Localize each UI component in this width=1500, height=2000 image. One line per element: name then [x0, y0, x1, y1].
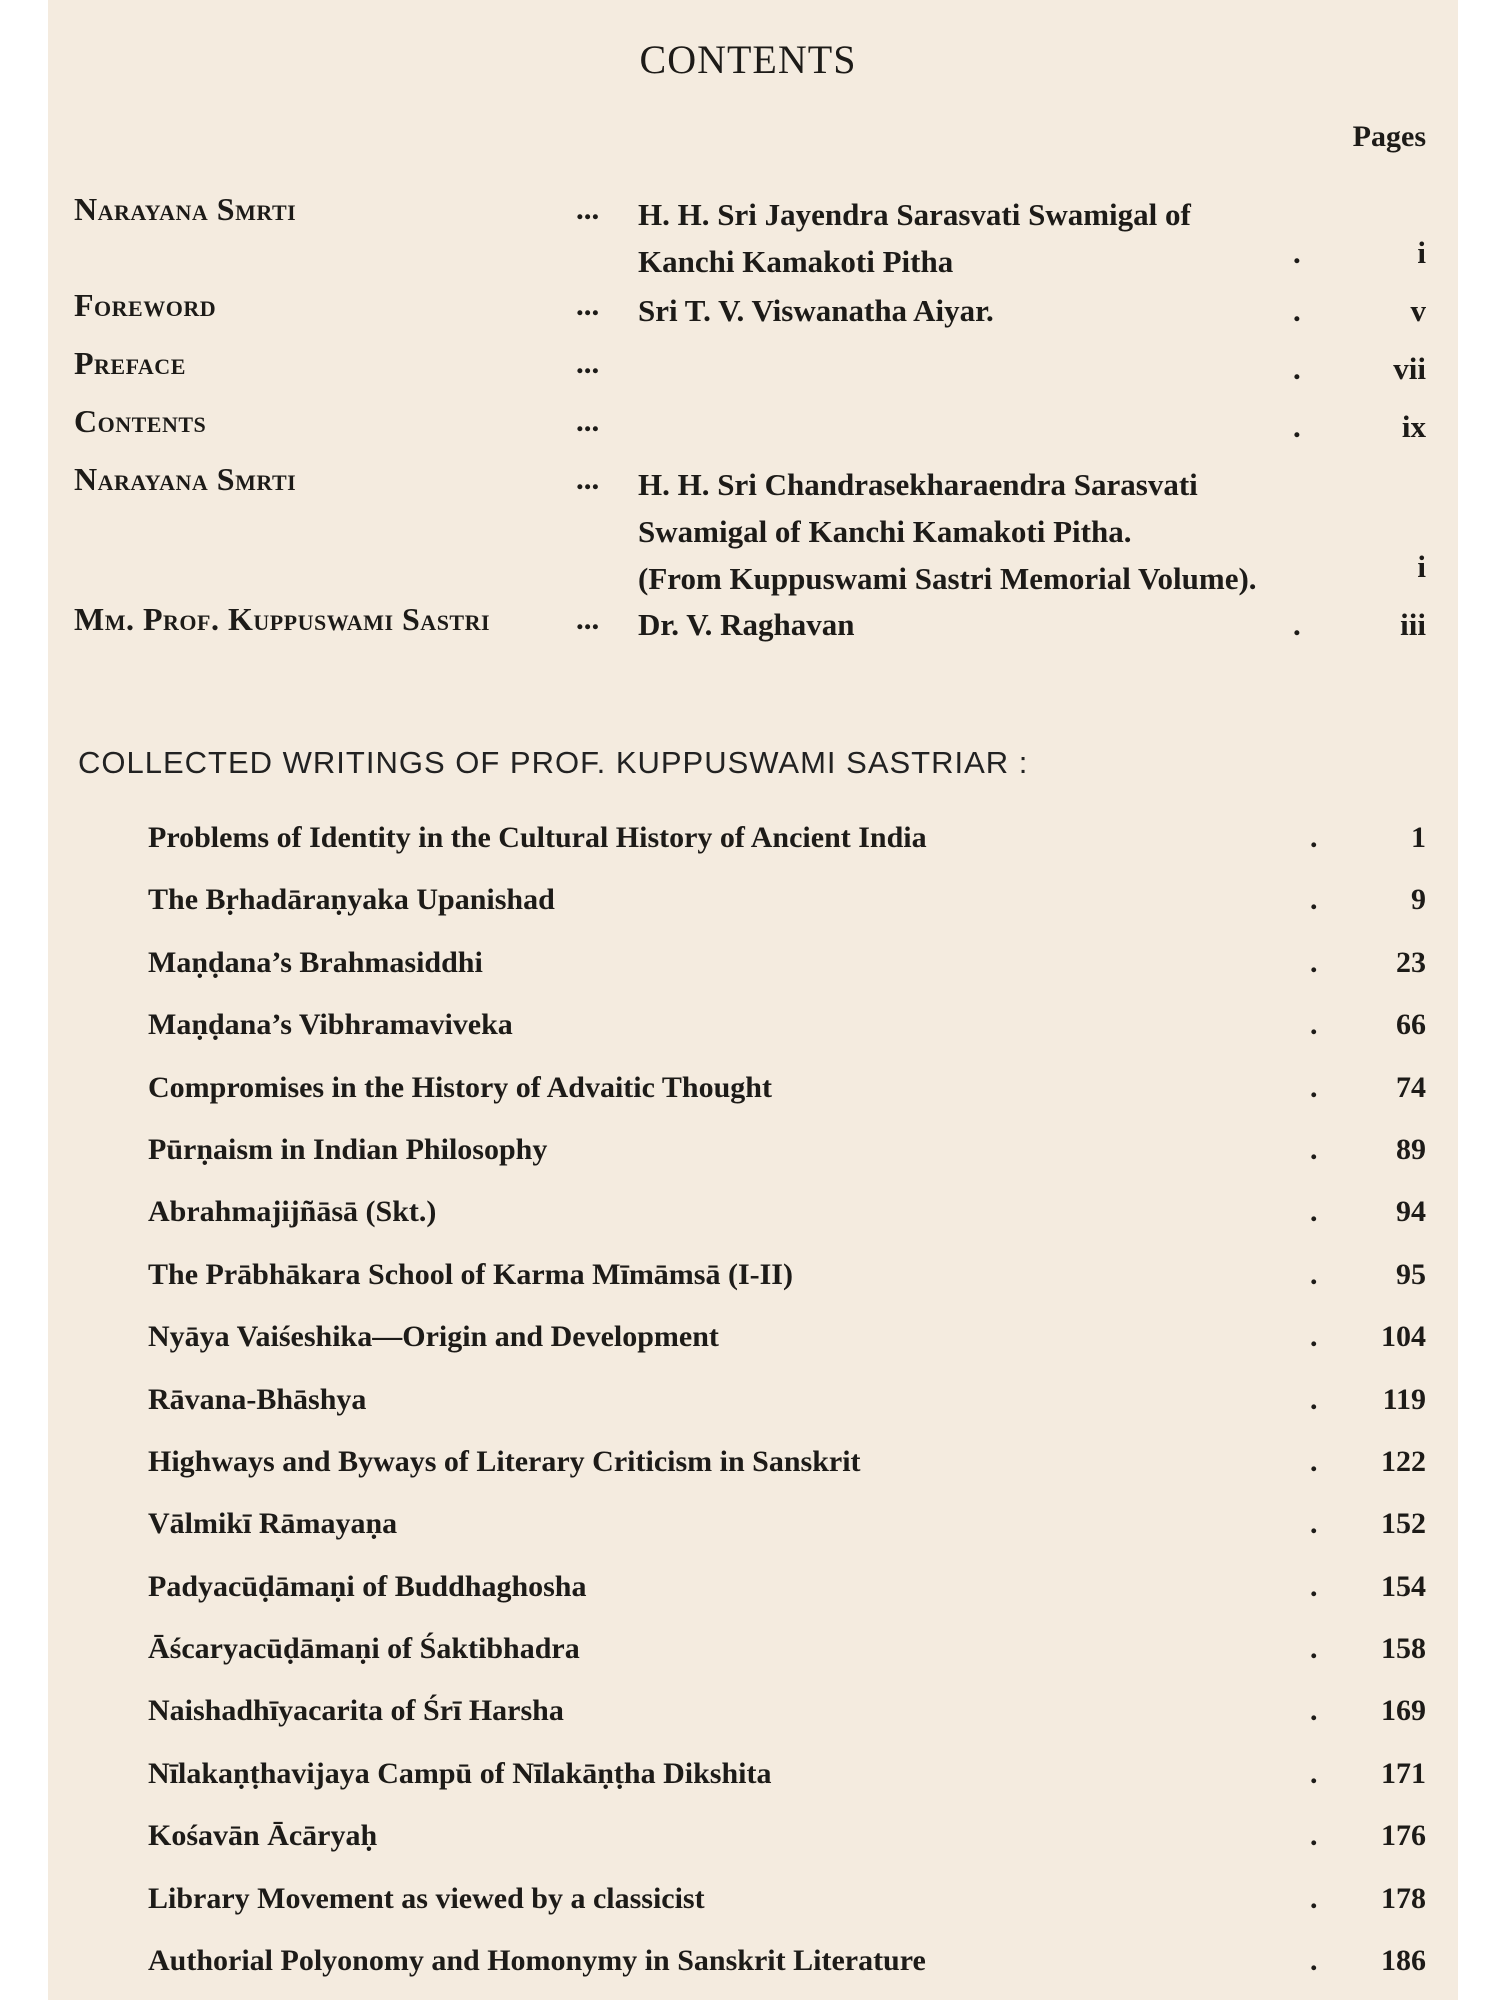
entry-page: 74	[1396, 1070, 1426, 1104]
entry-title: Abrahmajijñāsā (Skt.)	[148, 1195, 437, 1229]
page-number: ix	[1401, 409, 1426, 444]
leader-dot: .	[1310, 945, 1318, 979]
leader-dots: ...	[576, 461, 600, 496]
front-matter-row	[48, 185, 1458, 281]
contents-entry	[48, 1002, 1458, 1064]
front-matter-row	[48, 455, 1458, 595]
contents-entry	[48, 1189, 1458, 1251]
leader-dot: .	[1293, 409, 1301, 444]
entry-title: The Prābhākara School of Karma Mīmāmsā (I-II)	[148, 1257, 793, 1291]
contents-entry	[48, 1876, 1458, 1938]
contents-entry	[48, 815, 1458, 877]
entry-title: Highways and Byways of Literary Criticism in Sanskrit	[148, 1444, 861, 1478]
entry-title: The Bṛhadāraṇyaka Upanishad	[148, 883, 555, 917]
front-matter-name: Narayana Smrti	[74, 461, 297, 497]
leader-dot: .	[1310, 1944, 1318, 1978]
front-matter-row	[48, 595, 1458, 653]
entry-page: 9	[1411, 883, 1426, 917]
leader-dot: .	[1293, 351, 1301, 386]
contents-entry	[48, 1688, 1458, 1750]
front-matter-author: H. H. Sri Chandrasekharaendra Sarasvati Swamigal of Kanchi Kamakoti Pitha. (From Kuppuswami Sastri Memorial Volume).	[638, 467, 1257, 596]
contents-entry	[48, 1439, 1458, 1501]
front-matter-author: Sri T. V. Viswanatha Aiyar.	[638, 293, 994, 328]
leader-dot: .	[1310, 1444, 1318, 1478]
front-matter-list	[48, 185, 1458, 653]
entry-page: 89	[1396, 1132, 1426, 1166]
page-number: i	[1417, 549, 1426, 584]
entry-page: 169	[1381, 1694, 1426, 1728]
front-matter-name: Foreword	[74, 287, 217, 323]
entry-title: Naishadhīyacarita of Śrī Harsha	[148, 1694, 564, 1728]
contents-entry	[48, 1127, 1458, 1189]
front-matter-name: Preface	[74, 345, 186, 381]
entry-title: Library Movement as viewed by a classicist	[148, 1881, 705, 1915]
entry-title: Vālmikī Rāmayaṇa	[148, 1507, 398, 1541]
leader-dot: .	[1310, 1756, 1318, 1790]
page-number: vii	[1393, 351, 1426, 386]
book-page	[48, 0, 1458, 2000]
entry-title: Kośavān Ācāryaḥ	[148, 1819, 378, 1853]
entry-page: 176	[1381, 1819, 1426, 1853]
entry-title: Āścaryacūḍāmaṇi of Śaktibhadra	[148, 1632, 580, 1666]
contents-entry	[48, 1377, 1458, 1439]
leader-dot: .	[1310, 821, 1318, 854]
front-matter-row	[48, 397, 1458, 455]
leader-dots: ...	[576, 601, 600, 636]
entry-page: 186	[1381, 1944, 1426, 1978]
front-matter-author: H. H. Sri Jayendra Sarasvati Swamigal of Kanchi Kamakoti Pitha	[638, 197, 1191, 279]
page-title: CONTENTS	[639, 37, 857, 82]
front-matter-name: Mm. Prof. Kuppuswami Sastri	[74, 601, 491, 637]
front-matter-row	[48, 339, 1458, 397]
entry-title: Padyacūḍāmaṇi of Buddhaghosha	[148, 1569, 587, 1603]
contents-entry	[48, 1065, 1458, 1127]
contents-entry	[48, 940, 1458, 1002]
entry-page: 171	[1381, 1756, 1426, 1790]
entry-title: Pūrṇaism in Indian Philosophy	[148, 1132, 548, 1166]
entry-page: 119	[1382, 1382, 1426, 1416]
entry-page: 178	[1381, 1881, 1426, 1915]
leader-dots: ...	[576, 345, 600, 380]
entry-page: 95	[1396, 1257, 1426, 1291]
leader-dot: .	[1310, 1694, 1318, 1728]
entry-title: Rāvana-Bhāshya	[148, 1382, 367, 1416]
entry-title: Nyāya Vaiśeshika—Origin and Development	[148, 1320, 719, 1354]
contents-entry	[48, 1564, 1458, 1626]
leader-dot: .	[1310, 1382, 1318, 1416]
entry-page: 23	[1396, 945, 1426, 979]
leader-dot: .	[1293, 607, 1301, 642]
contents-entry	[48, 1626, 1458, 1688]
leader-dot: .	[1310, 1819, 1318, 1853]
leader-dot: .	[1310, 1195, 1318, 1229]
leader-dot: .	[1310, 883, 1318, 917]
leader-dot: .	[1310, 1070, 1318, 1104]
leader-dot: .	[1310, 1632, 1318, 1666]
contents-entry	[48, 1252, 1458, 1314]
leader-dot: .	[1310, 1008, 1318, 1042]
leader-dot: .	[1310, 1132, 1318, 1166]
leader-dot: .	[1310, 1569, 1318, 1603]
entry-page: 158	[1381, 1632, 1426, 1666]
leader-dot: .	[1310, 1320, 1318, 1354]
contents-entry	[48, 1751, 1458, 1813]
contents-list	[48, 815, 1458, 2000]
contents-entry	[48, 1501, 1458, 1563]
leader-dot: .	[1310, 1881, 1318, 1915]
entry-title: Maṇḍana’s Brahmasiddhi	[148, 945, 483, 979]
page-number: i	[1417, 235, 1426, 270]
entry-title: Maṇḍana’s Vibhramaviveka	[148, 1008, 513, 1042]
pages-column-header: Pages	[1352, 120, 1426, 153]
leader-dots: ...	[576, 403, 600, 438]
front-matter-name: Contents	[74, 403, 207, 439]
entry-page: 94	[1396, 1195, 1426, 1229]
front-matter-row	[48, 281, 1458, 339]
contents-entry	[48, 1813, 1458, 1875]
entry-page: 122	[1381, 1444, 1426, 1478]
entry-title: Compromises in the History of Advaitic Thought	[148, 1070, 772, 1104]
section-heading: COLLECTED WRITINGS OF PROF. KUPPUSWAMI SASTRIAR :	[78, 745, 1029, 780]
leader-dots: ...	[576, 287, 600, 322]
entry-page: 66	[1396, 1008, 1426, 1042]
entry-title: Nīlakaṇṭhavijaya Campū of Nīlakāṇṭha Dikshita	[148, 1756, 772, 1790]
contents-entry	[48, 877, 1458, 939]
leader-dot: .	[1310, 1257, 1318, 1291]
entry-title: Problems of Identity in the Cultural History of Ancient India	[148, 821, 927, 854]
leader-dot: .	[1310, 1507, 1318, 1541]
leader-dot: .	[1293, 235, 1301, 270]
leader-dot: .	[1293, 293, 1301, 328]
entry-page: 104	[1381, 1320, 1426, 1354]
front-matter-author: Dr. V. Raghavan	[638, 607, 855, 642]
contents-entry	[48, 1938, 1458, 2000]
page-number: iii	[1400, 607, 1426, 642]
leader-dots: ...	[576, 191, 600, 226]
contents-entry	[48, 1314, 1458, 1376]
page-number: v	[1410, 293, 1426, 328]
entry-page: 1	[1411, 821, 1426, 854]
front-matter-name: Narayana Smrti	[74, 191, 297, 227]
entry-page: 154	[1381, 1569, 1426, 1603]
entry-title: Authorial Polyonomy and Homonymy in Sanskrit Literature	[148, 1944, 926, 1978]
entry-page: 152	[1381, 1507, 1426, 1541]
